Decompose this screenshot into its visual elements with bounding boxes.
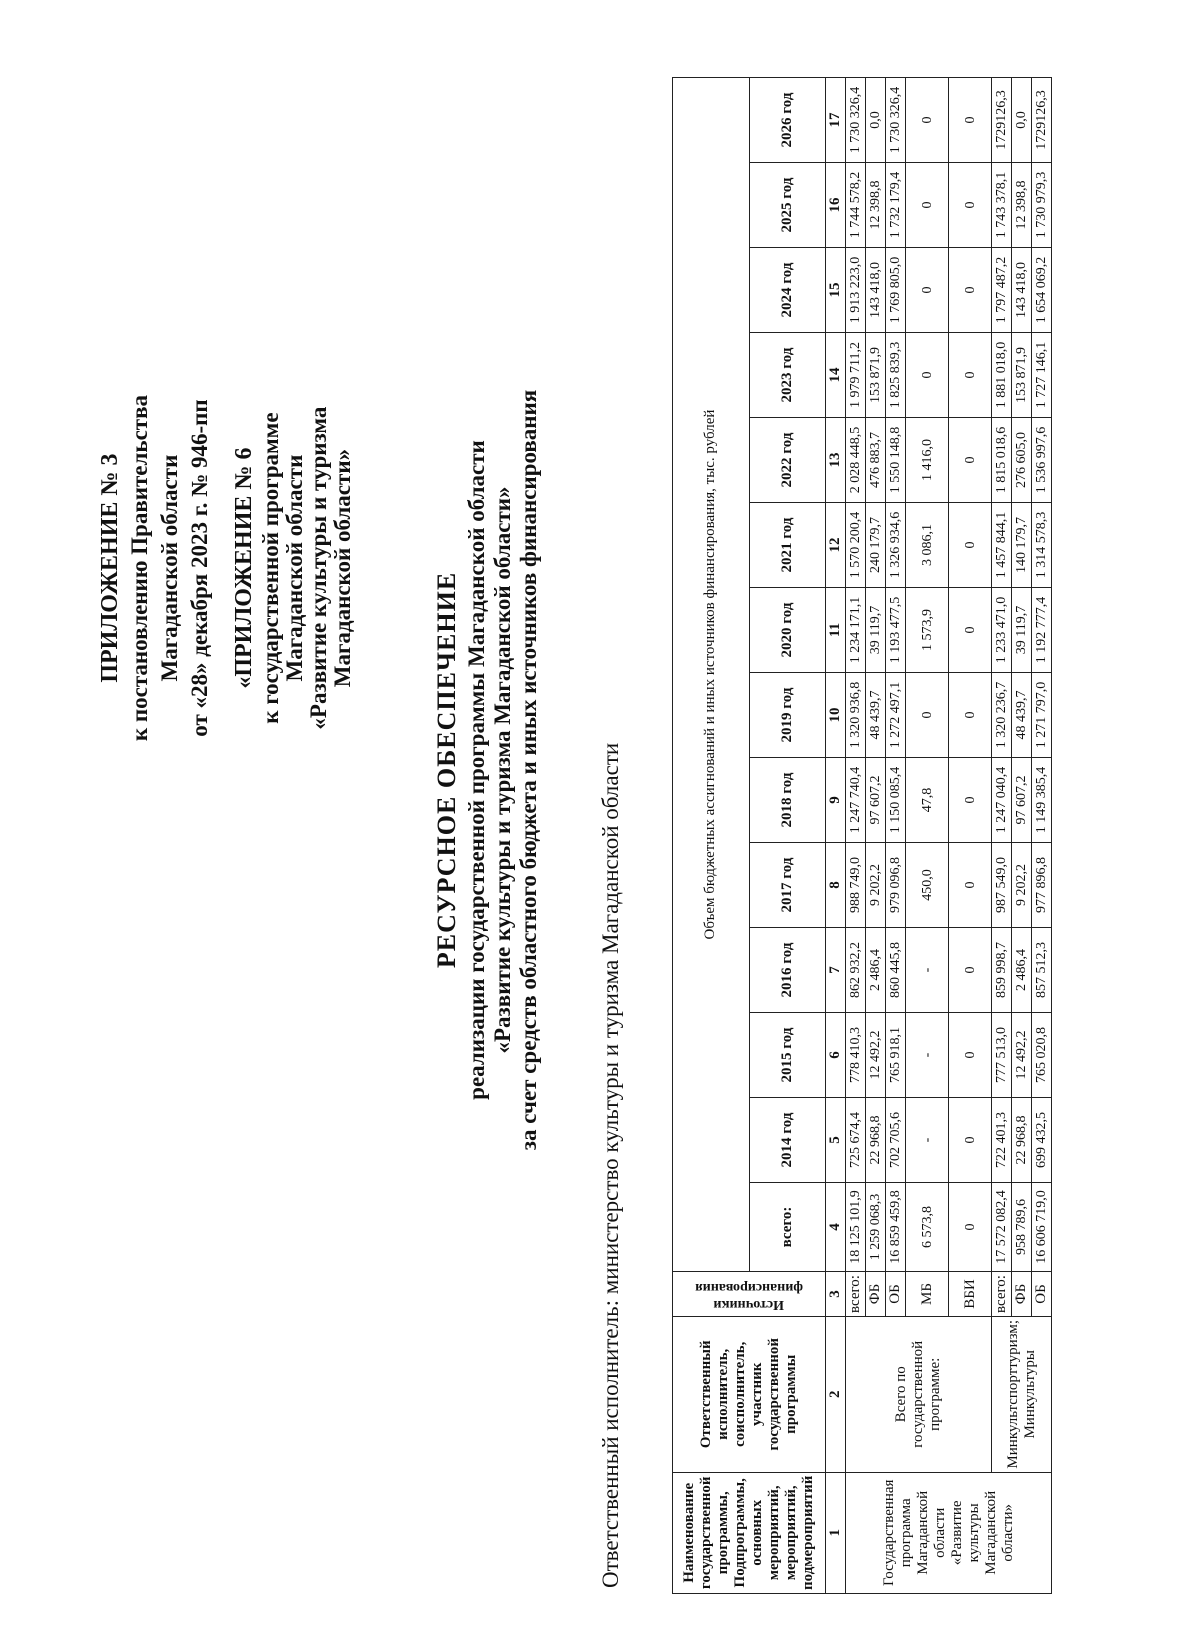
amount-cell: 1 769 805,0 (886, 248, 906, 333)
col-header-volume: Объем бюджетных ассигнований и иных источников финансирования, тыс. рублей (673, 78, 750, 1272)
amount-cell: 1 193 477,5 (886, 588, 906, 673)
amount-cell: 16 606 719,0 (1032, 1183, 1052, 1272)
amount-cell: 0 (949, 588, 992, 673)
column-number: 1 (826, 1472, 846, 1593)
amount-cell: 1 320 236,7 (992, 673, 1012, 758)
amount-cell: 143 418,0 (1012, 248, 1032, 333)
amount-cell: 1 573,9 (906, 588, 949, 673)
amount-cell: 1 326 934,6 (886, 503, 906, 588)
column-number: 17 (826, 78, 846, 163)
amount-cell: 1 570 200,4 (846, 503, 866, 588)
column-number: 2 (826, 1316, 846, 1472)
amount-cell: 765 020,8 (1032, 1013, 1052, 1098)
amount-cell: 16 859 459,8 (886, 1183, 906, 1272)
amount-cell: 977 896,8 (1032, 843, 1052, 928)
amount-cell: 6 573,8 (906, 1183, 949, 1272)
program-name: Государственная программа Магаданской области «Развитие культуры Магаданской области» (846, 1472, 1052, 1593)
amount-cell: 1 744 578,2 (846, 163, 866, 248)
amount-cell: 958 789,6 (1012, 1183, 1032, 1272)
amount-cell: 140 179,7 (1012, 503, 1032, 588)
amount-cell: 276 605,0 (1012, 418, 1032, 503)
table-row (992, 78, 1012, 1594)
amount-cell: 153 871,9 (1012, 333, 1032, 418)
funding-source: всего: (992, 1272, 1012, 1317)
amount-cell: 859 998,7 (992, 928, 1012, 1013)
amount-cell: 22 968,8 (866, 1098, 886, 1183)
appendix-number-2: «ПРИЛОЖЕНИЕ № 6 (231, 447, 257, 689)
amount-cell: 47,8 (906, 758, 949, 843)
amount-cell: 987 549,0 (992, 843, 1012, 928)
header-line: Магаданской области (157, 454, 182, 682)
amount-cell: 240 179,7 (866, 503, 886, 588)
amount-cell: 2 486,4 (866, 928, 886, 1013)
column-number: 11 (826, 588, 846, 673)
amount-cell: 0 (949, 418, 992, 503)
amount-cell: 702 705,6 (886, 1098, 906, 1183)
header-line: Магаданской области» (330, 448, 355, 688)
column-number: 13 (826, 418, 846, 503)
column-number: 4 (826, 1183, 846, 1272)
amount-cell: 1 192 777,4 (1032, 588, 1052, 673)
amount-cell: 765 918,1 (886, 1013, 906, 1098)
amount-cell: 0 (949, 843, 992, 928)
amount-cell: 450,0 (906, 843, 949, 928)
amount-cell: 2 486,4 (1012, 928, 1032, 1013)
amount-cell: 0 (906, 333, 949, 418)
document-title (430, 270, 542, 1270)
amount-cell: 0 (949, 163, 992, 248)
amount-cell: 725 674,4 (846, 1098, 866, 1183)
amount-cell: 48 439,7 (866, 673, 886, 758)
amount-cell: 97 607,2 (1012, 758, 1032, 843)
amount-cell: 0 (949, 673, 992, 758)
col-header-year: 2024 год (749, 248, 826, 333)
amount-cell: 1 550 148,8 (886, 418, 906, 503)
amount-cell: 22 968,8 (1012, 1098, 1032, 1183)
col-header-year: 2020 год (749, 588, 826, 673)
funding-source: ОБ (1032, 1272, 1052, 1317)
amount-cell: 1 457 844,1 (992, 503, 1012, 588)
title-main: РЕСУРСНОЕ ОБЕСПЕЧЕНИЕ (432, 571, 461, 969)
amount-cell: 1 150 085,4 (886, 758, 906, 843)
amount-cell: 1 825 839,3 (886, 333, 906, 418)
amount-cell: 988 749,0 (846, 843, 866, 928)
amount-cell: - (906, 928, 949, 1013)
amount-cell: 1 314 578,3 (1032, 503, 1052, 588)
amount-cell: 0 (906, 163, 949, 248)
col-header-year: 2018 год (749, 758, 826, 843)
responsible-executor: Ответственный исполнитель: министерство культуры и туризма Магаданской области (598, 742, 623, 1588)
table-body (846, 78, 1052, 1594)
amount-cell: 1 247 040,4 (992, 758, 1012, 843)
amount-cell: 2 028 448,5 (846, 418, 866, 503)
amount-cell: 0 (949, 928, 992, 1013)
amount-cell: 1 815 018,6 (992, 418, 1012, 503)
header-line: «Развитие культуры и туризма (306, 406, 331, 730)
amount-cell: 1 743 378,1 (992, 163, 1012, 248)
amount-cell: 9 202,2 (1012, 843, 1032, 928)
col-header-year: 2014 год (749, 1098, 826, 1183)
column-number: 14 (826, 333, 846, 418)
amount-cell: 39 119,7 (866, 588, 886, 673)
funding-source: ОБ (886, 1272, 906, 1317)
amount-cell: 0,0 (866, 78, 886, 163)
amount-cell: 1 797 487,2 (992, 248, 1012, 333)
col-header-name: Наименование государственной программы, Подпрограммы, основных мероприятий, мероприятий, подмероприятий (673, 1472, 826, 1593)
amount-cell: 1 536 997,6 (1032, 418, 1052, 503)
amount-cell: 860 445,8 (886, 928, 906, 1013)
amount-cell: 12 398,8 (1012, 163, 1032, 248)
amount-cell: 1 247 740,4 (846, 758, 866, 843)
col-header-year: 2026 год (749, 78, 826, 163)
amount-cell: 9 202,2 (866, 843, 886, 928)
amount-cell: 1 259 068,3 (866, 1183, 886, 1272)
amount-cell: 1 730 979,3 (1032, 163, 1052, 248)
amount-cell: 17 572 082,4 (992, 1183, 1012, 1272)
amount-cell: 0 (949, 248, 992, 333)
amount-cell: 0 (949, 78, 992, 163)
funding-source: всего: (846, 1272, 866, 1317)
amount-cell: 1 979 711,2 (846, 333, 866, 418)
column-number: 9 (826, 758, 846, 843)
amount-cell: - (906, 1098, 949, 1183)
amount-cell: 1 416,0 (906, 418, 949, 503)
col-header-year: 2025 год (749, 163, 826, 248)
title-line: реализации государственной программы Магаданской области (464, 440, 489, 1100)
amount-cell: 0 (949, 758, 992, 843)
col-header-year: 2015 год (749, 1013, 826, 1098)
amount-cell: 0,0 (1012, 78, 1032, 163)
column-number: 6 (826, 1013, 846, 1098)
amount-cell: 0 (906, 673, 949, 758)
col-header-year: 2022 год (749, 418, 826, 503)
col-header-src (673, 1272, 826, 1317)
col-header-year: 2023 год (749, 333, 826, 418)
amount-cell: - (906, 1013, 949, 1098)
amount-cell: 979 096,8 (886, 843, 906, 928)
responsible-party: Минкультспорттуризм; Минкультуры (992, 1316, 1052, 1472)
header-line: от «28» декабря 2023 г. № 946-пп (187, 399, 212, 737)
amount-cell: 778 410,3 (846, 1013, 866, 1098)
title-line: за счет средств областного бюджета и иных источников финансирования (516, 389, 541, 1151)
amount-cell: 777 513,0 (992, 1013, 1012, 1098)
amount-cell: 1729126,3 (1032, 78, 1052, 163)
amount-cell: 0 (906, 248, 949, 333)
col-header-year: 2017 год (749, 843, 826, 928)
amount-cell: 12 492,2 (866, 1013, 886, 1098)
amount-cell: 97 607,2 (866, 758, 886, 843)
column-number: 16 (826, 163, 846, 248)
amount-cell: 1 271 797,0 (1032, 673, 1052, 758)
column-number: 7 (826, 928, 846, 1013)
col-header-total: всего: (749, 1183, 826, 1272)
title-line: «Развитие культуры и туризма Магаданской области» (490, 486, 515, 1054)
col-header-year: 2021 год (749, 503, 826, 588)
amount-cell: 862 932,2 (846, 928, 866, 1013)
amount-cell: 722 401,3 (992, 1098, 1012, 1183)
resource-table (672, 77, 1052, 1594)
column-number: 8 (826, 843, 846, 928)
column-number: 10 (826, 673, 846, 758)
amount-cell: 857 512,3 (1032, 928, 1052, 1013)
amount-cell: 1 272 497,1 (886, 673, 906, 758)
col-header-resp: Ответственный исполнитель, соисполнитель, участник государственной программы (673, 1316, 826, 1472)
column-number: 5 (826, 1098, 846, 1183)
amount-cell: 0 (949, 333, 992, 418)
amount-cell: 1 320 936,8 (846, 673, 866, 758)
column-number: 3 (826, 1272, 846, 1317)
amount-cell: 476 883,7 (866, 418, 886, 503)
amount-cell: 1 732 179,4 (886, 163, 906, 248)
funding-source: ФБ (866, 1272, 886, 1317)
amount-cell: 3 086,1 (906, 503, 949, 588)
amount-cell: 1 727 146,1 (1032, 333, 1052, 418)
amount-cell: 1 913 223,0 (846, 248, 866, 333)
amount-cell: 1 881 018,0 (992, 333, 1012, 418)
header-block (95, 395, 355, 741)
amount-cell: 1 149 385,4 (1032, 758, 1052, 843)
funding-source: ФБ (1012, 1272, 1032, 1317)
column-number-row (826, 78, 846, 1594)
amount-cell: 12 492,2 (1012, 1013, 1032, 1098)
amount-cell: 153 871,9 (866, 333, 886, 418)
column-number: 12 (826, 503, 846, 588)
responsible-party: Всего по государственной программе: (846, 1316, 992, 1472)
funding-source: МБ (906, 1272, 949, 1317)
col-header-year: 2016 год (749, 928, 826, 1013)
amount-cell: 18 125 101,9 (846, 1183, 866, 1272)
header-line: Магаданской области (282, 454, 307, 682)
table-row (846, 78, 866, 1594)
amount-cell: 1 730 326,4 (846, 78, 866, 163)
amount-cell: 1729126,3 (992, 78, 1012, 163)
amount-cell: 0 (949, 1013, 992, 1098)
amount-cell: 48 439,7 (1012, 673, 1032, 758)
appendix-number: ПРИЛОЖЕНИЕ № 3 (97, 453, 123, 683)
column-number: 15 (826, 248, 846, 333)
amount-cell: 0 (949, 1098, 992, 1183)
amount-cell: 12 398,8 (866, 163, 886, 248)
amount-cell: 1 654 069,2 (1032, 248, 1052, 333)
col-header-src-text: Источники финансирования (695, 1279, 803, 1312)
funding-source: ВБИ (949, 1272, 992, 1317)
col-header-year: 2019 год (749, 673, 826, 758)
amount-cell: 143 418,0 (866, 248, 886, 333)
amount-cell: 39 119,7 (1012, 588, 1032, 673)
amount-cell: 1 233 471,0 (992, 588, 1012, 673)
header-line: к государственной программе (258, 412, 283, 724)
amount-cell: 1 234 171,1 (846, 588, 866, 673)
amount-cell: 1 730 326,4 (886, 78, 906, 163)
amount-cell: 0 (906, 78, 949, 163)
header-line: к постановлению Правительства (127, 395, 152, 742)
amount-cell: 0 (949, 503, 992, 588)
amount-cell: 0 (949, 1183, 992, 1272)
amount-cell: 699 432,5 (1032, 1098, 1052, 1183)
